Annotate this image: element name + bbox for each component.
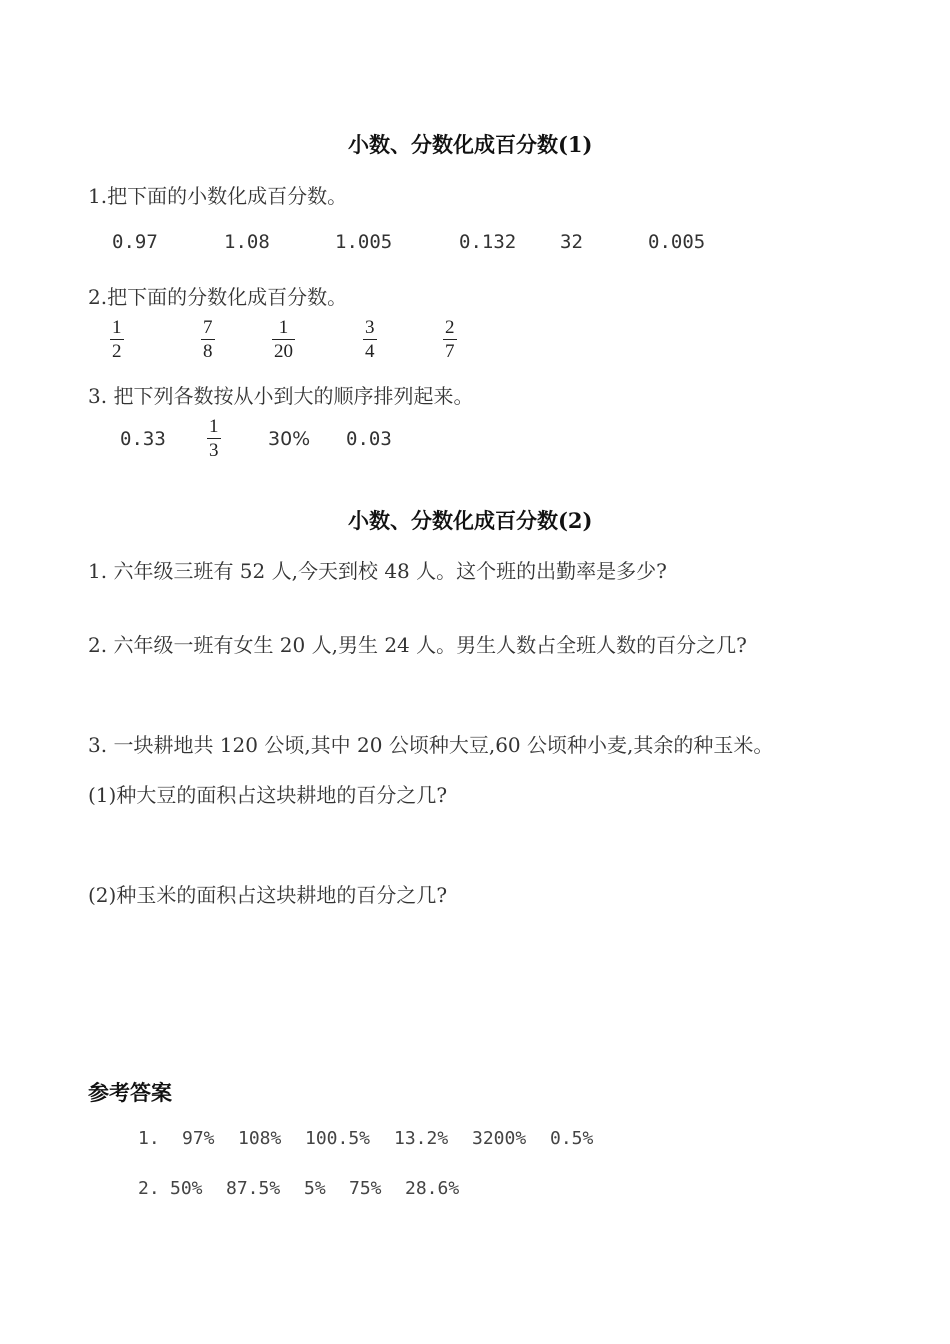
answer-1-label: 1. [138, 1128, 160, 1149]
s1-q1-item-3: 1.005 [335, 231, 393, 253]
answer-2-value: 28.6% [405, 1178, 460, 1199]
s1-q2-fraction-5 [443, 318, 457, 362]
s1-q2-fraction-3 [272, 318, 295, 362]
answer-1-value: 13.2% [394, 1128, 449, 1149]
s1-q1-item-4: 0.132 [459, 231, 517, 253]
fraction-denominator: 3 [209, 440, 219, 461]
s2-q2-text: 2. 六年级一班有女生 20 人,男生 24 人。男生人数占全班人数的百分之几? [88, 633, 747, 657]
answer-2-value: 50% [170, 1178, 203, 1199]
fraction-numerator: 2 [445, 317, 455, 338]
fraction-numerator: 1 [278, 317, 289, 338]
s1-q1-item-1: 0.97 [112, 231, 158, 253]
s1-q2-fraction-4 [363, 318, 377, 362]
answer-1-value: 0.5% [550, 1128, 594, 1149]
fraction-denominator: 7 [445, 341, 455, 362]
s1-q3-fraction [207, 417, 221, 461]
fraction-bar [272, 339, 295, 340]
s1-q1-item-6: 0.005 [648, 231, 706, 253]
s1-q3-item-4: 0.03 [346, 428, 392, 450]
fraction-bar [110, 339, 124, 340]
section2-title: 小数、分数化成百分数(2) [348, 508, 593, 533]
answer-1-value: 97% [182, 1128, 215, 1149]
fraction-numerator: 7 [203, 317, 213, 338]
fraction-denominator: 20 [274, 341, 293, 362]
s1-q2-text: 2.把下面的分数化成百分数。 [88, 285, 348, 309]
answer-1-value: 108% [238, 1128, 282, 1149]
section1-title: 小数、分数化成百分数(1) [348, 132, 593, 157]
s1-q2-fraction-1 [110, 318, 124, 362]
answer-2-label: 2. [138, 1178, 160, 1199]
fraction-numerator: 3 [365, 317, 375, 338]
fraction-denominator: 4 [365, 341, 375, 362]
fraction-denominator: 8 [203, 341, 213, 362]
s2-q1-text: 1. 六年级三班有 52 人,今天到校 48 人。这个班的出勤率是多少? [88, 559, 667, 583]
answer-1-value: 3200% [472, 1128, 527, 1149]
s1-q1-text: 1.把下面的小数化成百分数。 [88, 184, 348, 208]
s2-q3-part2: (2)种玉米的面积占这块耕地的百分之几? [88, 883, 448, 907]
fraction-bar [443, 339, 457, 340]
s2-q3-part1: (1)种大豆的面积占这块耕地的百分之几? [88, 783, 448, 807]
fraction-bar [363, 339, 377, 340]
answer-2-value: 87.5% [226, 1178, 281, 1199]
s2-q3-text: 3. 一块耕地共 120 公顷,其中 20 公顷种大豆,60 公顷种小麦,其余的种玉米。 [88, 733, 774, 757]
answer-2-value: 75% [349, 1178, 382, 1199]
s1-q3-item-3: 30% [268, 428, 311, 450]
answer-2-value: 5% [304, 1178, 326, 1199]
s1-q3-item-1: 0.33 [120, 428, 166, 450]
fraction-bar [201, 339, 215, 340]
fraction-numerator: 1 [209, 416, 219, 437]
fraction-bar [207, 438, 221, 439]
answers-title: 参考答案 [88, 1080, 172, 1105]
s1-q3-text: 3. 把下列各数按从小到大的顺序排列起来。 [88, 384, 474, 408]
s1-q1-item-5: 32 [560, 231, 583, 253]
fraction-numerator: 1 [112, 317, 122, 338]
s1-q2-fraction-2 [201, 318, 215, 362]
fraction-denominator: 2 [112, 341, 122, 362]
s1-q1-item-2: 1.08 [224, 231, 270, 253]
answer-1-value: 100.5% [305, 1128, 371, 1149]
